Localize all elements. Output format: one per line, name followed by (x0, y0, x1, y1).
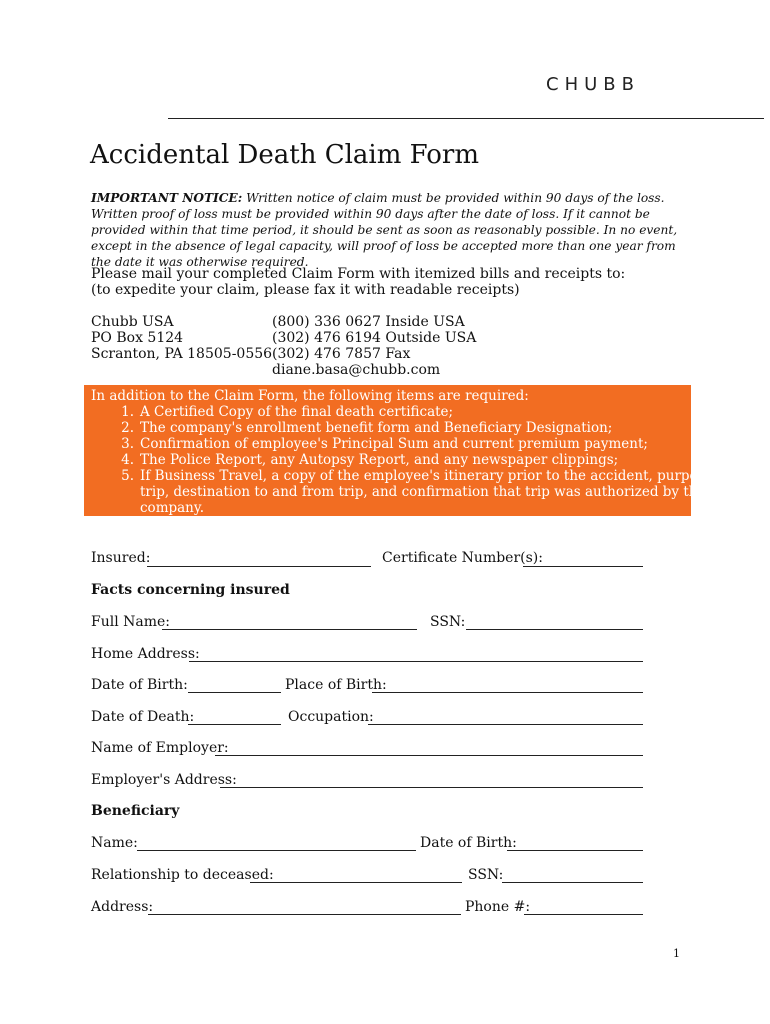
beneficiary-dob-label: Date of Birth: (420, 835, 517, 851)
page-number: 1 (673, 947, 680, 960)
address-line: PO Box 5124 (91, 330, 184, 346)
occupation-field[interactable] (368, 724, 643, 725)
occupation-label: Occupation: (288, 709, 374, 725)
employer-address-field[interactable] (220, 787, 643, 788)
required-item-continued (140, 500, 680, 516)
dob-label: Date of Birth: (91, 677, 188, 693)
important-notice (91, 190, 681, 270)
fax-instruction: (to expedite your claim, please fax it with readable receipts) (91, 282, 520, 298)
place-of-birth-field[interactable] (372, 692, 643, 693)
item-text: trip, destination to and from trip, and confirmation that trip was authorized by the (140, 484, 706, 500)
beneficiary-ssn-label: SSN: (468, 867, 504, 883)
phone-outside-usa: (302) 476 6194 Outside USA (272, 330, 477, 346)
facts-heading: Facts concerning insured (91, 582, 290, 598)
full-name-label: Full Name: (91, 614, 171, 630)
required-item (121, 420, 680, 436)
page-title: Accidental Death Claim Form (90, 140, 480, 170)
address-line: Chubb USA (91, 314, 174, 330)
item-number: 5. (121, 468, 134, 484)
required-items-box (84, 385, 731, 516)
certificate-label: Certificate Number(s): (382, 550, 543, 566)
item-number: 3. (121, 436, 134, 452)
address-line: Scranton, PA 18505-0556 (91, 346, 273, 362)
dod-field[interactable] (188, 724, 281, 725)
relationship-label: Relationship to deceased: (91, 867, 274, 883)
insured-label: Insured: (91, 550, 151, 566)
dod-label: Date of Death: (91, 709, 195, 725)
item-text: Confirmation of employee's Principal Sum and current premium payment; (140, 436, 648, 452)
mail-instruction: Please mail your completed Claim Form with itemized bills and receipts to: (91, 266, 626, 282)
required-item (121, 404, 680, 420)
notice-label: IMPORTANT NOTICE: (91, 191, 243, 205)
header-rule (168, 118, 764, 119)
place-of-birth-label: Place of Birth: (285, 677, 387, 693)
phone-label: Phone #: (465, 899, 531, 915)
item-number: 1. (121, 404, 134, 420)
beneficiary-dob-field[interactable] (507, 850, 643, 851)
required-list (121, 404, 731, 516)
item-text: company. (140, 500, 204, 516)
required-item (121, 468, 731, 484)
phone-field[interactable] (524, 914, 643, 915)
beneficiary-address-field[interactable] (148, 914, 461, 915)
beneficiary-ssn-field[interactable] (502, 882, 643, 883)
required-item (121, 452, 680, 468)
relationship-field[interactable] (250, 882, 462, 883)
item-text: The company's enrollment benefit form and Beneficiary Designation; (140, 420, 613, 436)
employer-address-label: Employer's Address: (91, 772, 237, 788)
item-number: 2. (121, 420, 134, 436)
employer-field[interactable] (215, 755, 643, 756)
home-address-label: Home Address: (91, 646, 200, 662)
ssn-field[interactable] (466, 629, 643, 630)
beneficiary-heading: Beneficiary (91, 803, 180, 819)
item-text: The Police Report, any Autopsy Report, and any newspaper clippings; (140, 452, 619, 468)
certificate-field[interactable] (523, 566, 643, 567)
required-item (121, 436, 680, 452)
insured-field[interactable] (147, 566, 371, 567)
item-number: 4. (121, 452, 134, 468)
home-address-field[interactable] (189, 661, 643, 662)
item-text: If Business Travel, a copy of the employee's itinerary prior to the accident, purpose of (140, 468, 731, 484)
beneficiary-name-label: Name: (91, 835, 138, 851)
phone-inside-usa: (800) 336 0627 Inside USA (272, 314, 465, 330)
beneficiary-address-label: Address: (91, 899, 154, 915)
full-name-field[interactable] (162, 629, 417, 630)
contact-email[interactable]: diane.basa@chubb.com (272, 362, 441, 378)
notice-text: Written notice of claim must be provided within 90 days of the loss. Written proof of loss must be provided within 90 days after the date of loss. If it cannot be provided within that time period, it should be sent as soon as reasonably possible. In no event, except in the absence of legal capacity, will proof of loss be accepted more than one year from the date it was otherwise required. (91, 191, 678, 269)
required-heading: In addition to the Claim Form, the following items are required: (91, 388, 529, 404)
ssn-label: SSN: (430, 614, 466, 630)
dob-field[interactable] (188, 692, 281, 693)
fax-number: (302) 476 7857 Fax (272, 346, 411, 362)
chubb-logo: CHUBB (546, 74, 640, 95)
beneficiary-name-field[interactable] (137, 850, 416, 851)
required-item-continued (140, 484, 706, 500)
employer-label: Name of Employer: (91, 740, 229, 756)
item-text: A Certified Copy of the final death certificate; (140, 404, 454, 420)
